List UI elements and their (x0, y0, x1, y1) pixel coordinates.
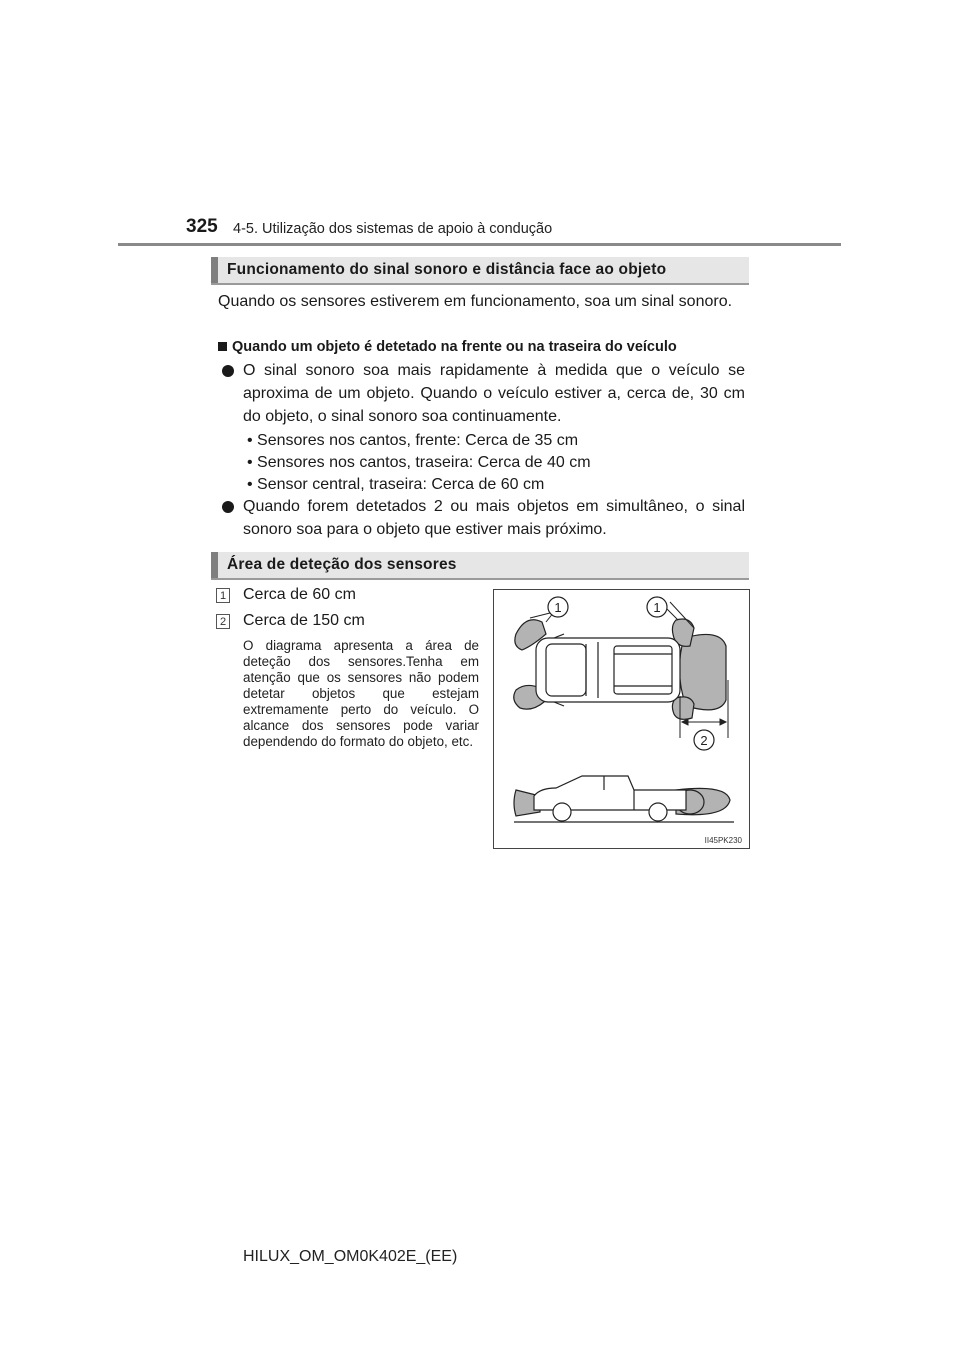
diagram-svg (494, 590, 749, 848)
figure-code: II45PK230 (704, 836, 742, 845)
marker-label: 2 (700, 733, 708, 748)
intro-paragraph: Quando os sensores estiverem em funcionamento, soa um sinal sonoro. (218, 293, 733, 310)
sensor-area-diagram (493, 589, 750, 849)
section-header-detection-area (211, 552, 749, 580)
callout-number: 1 (216, 588, 230, 603)
footer-text: HILUX_OM_OM0K402E_(EE) (243, 1248, 458, 1265)
subbullet-item: • Sensores nos cantos, traseira: Cerca de 40 cm (247, 454, 591, 471)
zone-rear-right (672, 697, 694, 719)
bullet-paragraph-1: O sinal sonoro soa mais rapidamente à medida que o veículo se aproxima de um objeto. Quando o veículo estiver a, cerca de, 30 cm do objeto, o sinal sonoro soa continuamente. (243, 362, 745, 425)
pickup-top-view (536, 634, 680, 706)
bullet-paragraph-2: Quando forem detetados 2 ou mais objetos em simultâneo, o sinal sonoro soa para o objeto que estiver mais próximo. (243, 498, 745, 538)
figure-caption: O diagrama apresenta a área de deteção dos sensores.Tenha em atenção que os sensores não podem detetar objetos que estejam extremamente perto do veículo. O alcance dos sensores pode variar dependendo do formato do objeto, etc. (243, 638, 479, 749)
marker-label: 1 (554, 600, 562, 615)
page-number: 325 (186, 216, 218, 237)
bullet-dot-icon (222, 365, 234, 377)
callout-text: Cerca de 150 cm (243, 612, 365, 629)
bullet-dot-icon (222, 501, 234, 513)
header-rule (118, 243, 841, 246)
section-tab (211, 552, 218, 578)
subheading-text: Quando um objeto é detetado na frente ou na traseira do veículo (232, 339, 677, 355)
section-title: Funcionamento do sinal sonoro e distância face ao objeto (227, 261, 667, 278)
section-tab (211, 257, 218, 283)
marker-label: 1 (653, 600, 661, 615)
section-header-beep (211, 257, 749, 285)
subbullet-item: • Sensores nos cantos, frente: Cerca de 35 cm (247, 432, 579, 449)
running-head: 4-5. Utilização dos sistemas de apoio à condução (233, 221, 553, 237)
callout-text: Cerca de 60 cm (243, 586, 356, 603)
subheading (218, 339, 677, 355)
square-bullet-icon (218, 342, 227, 351)
subbullet-item: • Sensor central, traseira: Cerca de 60 cm (247, 476, 545, 493)
section-title: Área de deteção dos sensores (227, 556, 457, 573)
callout-number: 2 (216, 614, 230, 629)
